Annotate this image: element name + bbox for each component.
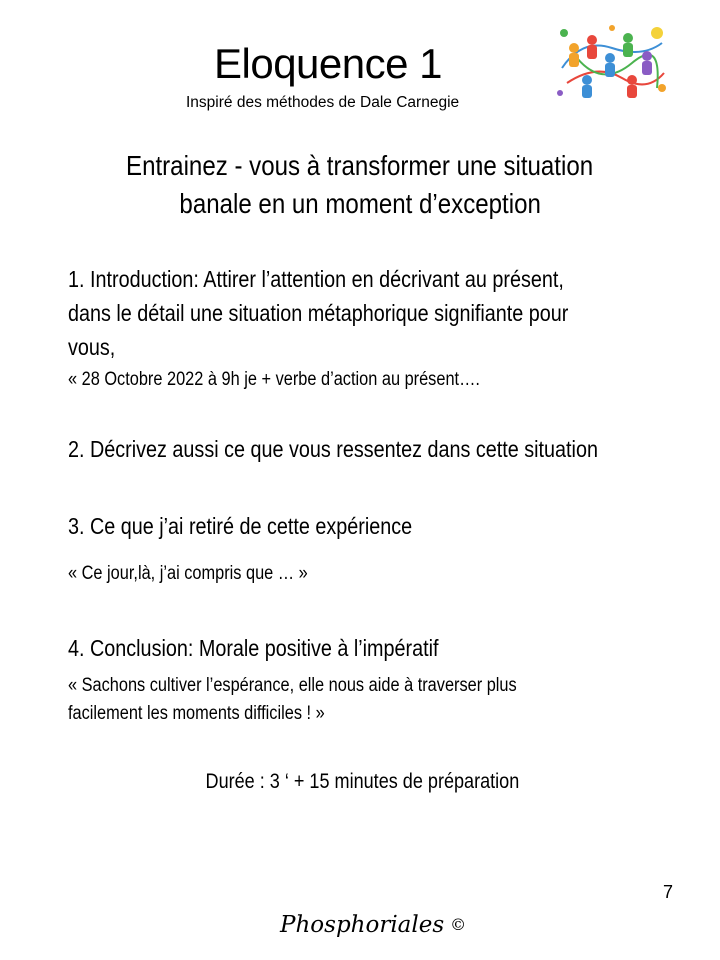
- brand-name: Phosphoriales: [280, 912, 445, 938]
- headline: [0, 147, 720, 223]
- section-line: 1. Introduction: Attirer l’attention en décrivant au présent,: [68, 266, 564, 292]
- section-introduction: [68, 262, 568, 364]
- page-title: Eloquence 1: [214, 40, 443, 87]
- section-line: dans le détail une situation métaphorique signifiante pour: [68, 300, 569, 326]
- quote-line: facilement les moments difficiles ! »: [68, 703, 325, 724]
- section-conclusion: 4. Conclusion: Morale positive à l’impératif: [68, 635, 439, 661]
- copyright-symbol: ©: [450, 915, 467, 934]
- page-number: 7: [663, 882, 674, 902]
- section-quote: « 28 Octobre 2022 à 9h je + verbe d’action au présent….: [68, 369, 480, 390]
- duration-label: Durée : 3 ‘ + 15 minutes de préparation: [205, 770, 519, 793]
- duration-text: [0, 768, 720, 796]
- headline-line-1: Entrainez - vous à transformer une situation: [126, 150, 594, 181]
- section-lesson: 3. Ce que j’ai retiré de cette expérience: [68, 513, 413, 539]
- headline-line-2: banale en un moment d’exception: [179, 188, 541, 219]
- section-quote: [68, 672, 517, 728]
- people-network-icon: [552, 18, 672, 104]
- page-subtitle: Inspiré des méthodes de Dale Carnegie: [186, 94, 460, 111]
- section-feelings: 2. Décrivez aussi ce que vous ressentez dans cette situation: [68, 436, 598, 462]
- section-quote: « Ce jour,là, j’ai compris que … »: [68, 563, 308, 584]
- quote-line: « Sachons cultiver l’espérance, elle nous aide à traverser plus: [68, 675, 517, 696]
- section-line: vous,: [68, 334, 116, 360]
- footer-brand: [280, 910, 466, 940]
